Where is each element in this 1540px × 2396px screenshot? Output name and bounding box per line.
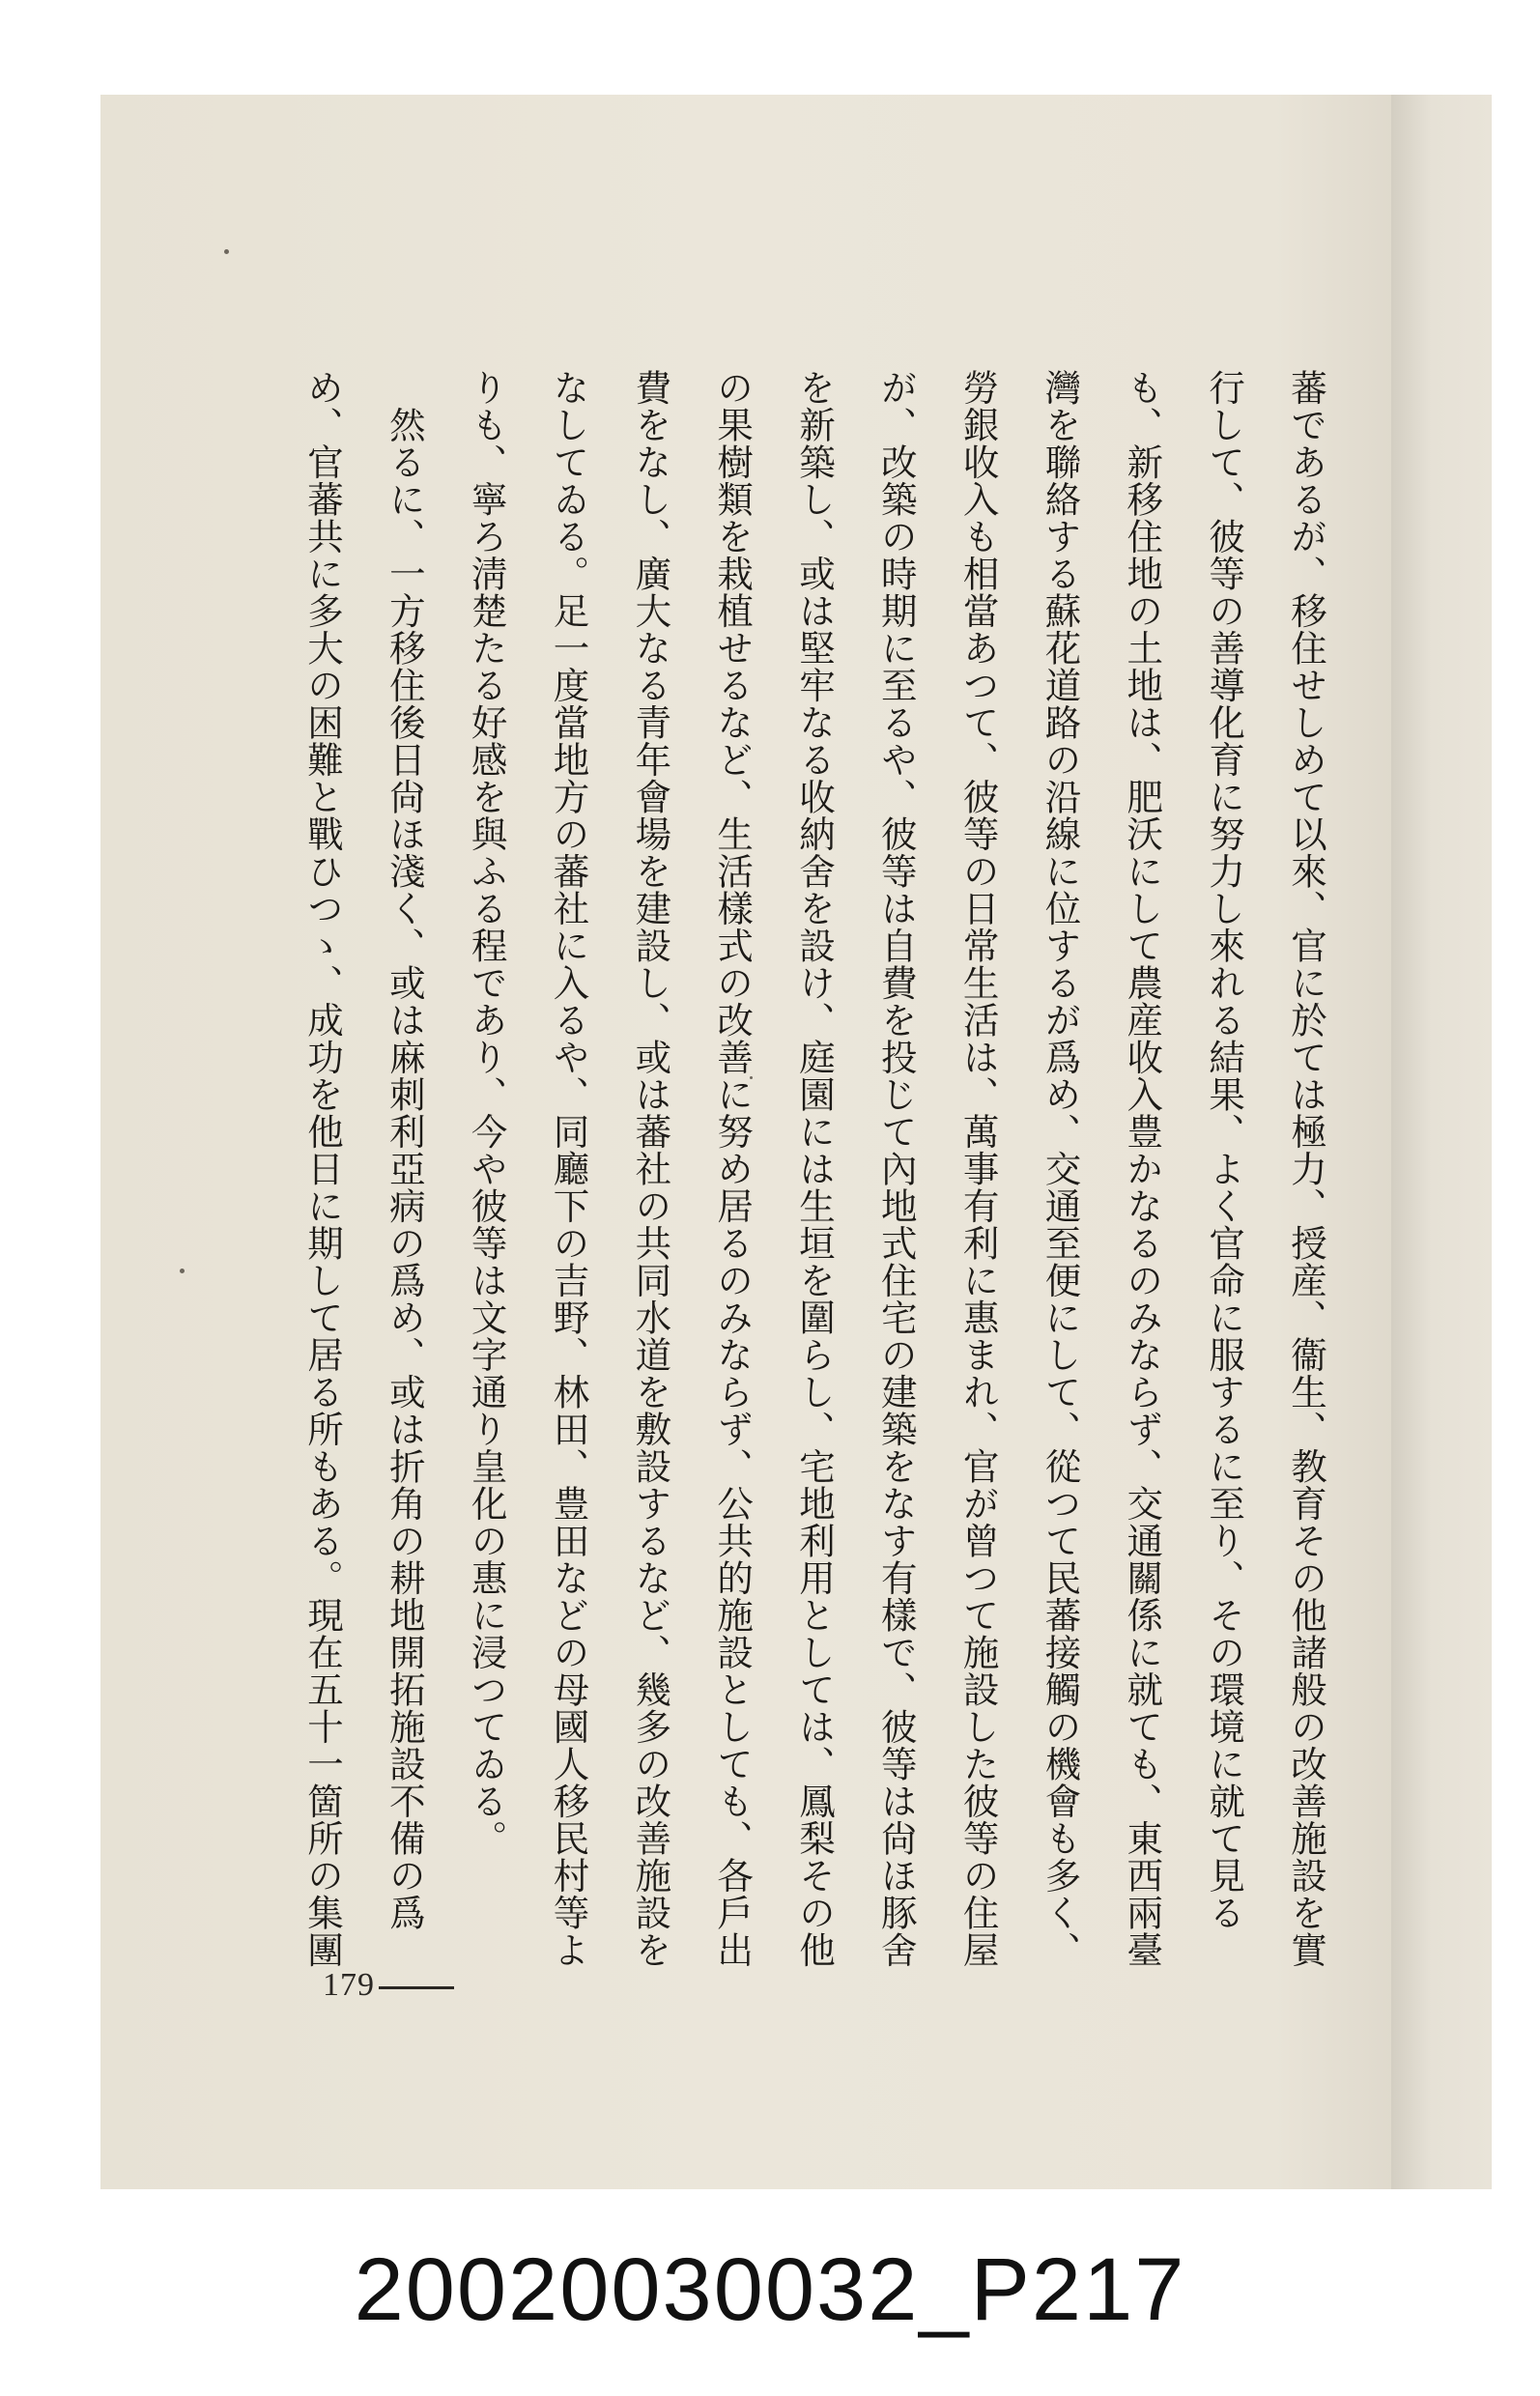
text-column: の果樹類を栽植せるなど、生活樣式の改善に努め居るのみならず、公共的施設としても、各戶出 — [711, 369, 755, 1969]
vertical-body-text — [299, 369, 1327, 1969]
text-column: が、改築の時期に至るや、彼等は自費を投じて內地式住宅の建築をなす有樣で、彼等は尙ほ豚舍 — [874, 369, 918, 1969]
text-column: 費をなし、廣大なる青年會場を建設し、或は蕃社の共同水道を敷設するなど、幾多の改善施設を — [629, 369, 672, 1969]
paper-speck — [224, 249, 229, 254]
adjacent-page-edge — [1391, 95, 1492, 2189]
text-column: なしてゐる。足一度當地方の蕃社に入るや、同廳下の吉野、林田、豊田などの母國人移民村等よ — [547, 369, 590, 1969]
text-column: りも、寧ろ淸楚たる好感を與ふる程であり、今や彼等は文字通り皇化の惠に浸つてゐる。 — [465, 369, 508, 1857]
paper-speck — [180, 1269, 185, 1273]
text-column: も、新移住地の土地は、肥沃にして農産收入豊かなるのみならず、交通關係に就ても、東西兩臺 — [1121, 369, 1164, 1969]
text-column: 勞銀收入も相當あつて、彼等の日常生活は、萬事有利に惠まれ、官が曾つて施設した彼等の住屋 — [956, 369, 1000, 1969]
text-column: 然るに、一方移住後日尙ほ淺く、或は麻刺利亞病の爲め、或は折角の耕地開拓施設不備の爲 — [383, 369, 426, 1931]
page-number — [323, 1967, 454, 2004]
page-number-rule — [379, 1986, 454, 1989]
text-column: 蕃であるが、移住せしめて以來、官に於ては極力、授産、衞生、教育その他諸般の改善施設を實 — [1284, 369, 1327, 1969]
archive-identifier: 20020030032_P217 — [354, 2240, 1186, 2339]
page-number-text: 179 — [323, 1967, 375, 2003]
text-column: め、官蕃共に多大の困難と戰ひつゝ、成功を他日に期して居る所もある。現在五十一箇所の集團 — [301, 369, 344, 1969]
text-column: 行して、彼等の善導化育に努力し來れる結果、よく官命に服するに至り、その環境に就て見る — [1203, 369, 1246, 1931]
text-column: 灣を聯絡する蘇花道路の沿線に位するが爲め、交通至便にして、從つて民蕃接觸の機會も多く、 — [1039, 369, 1082, 1969]
text-column: を新築し、或は堅牢なる收納舍を設け、庭園には生垣を圍らし、宅地利用としては、鳳梨その他 — [792, 369, 836, 1969]
